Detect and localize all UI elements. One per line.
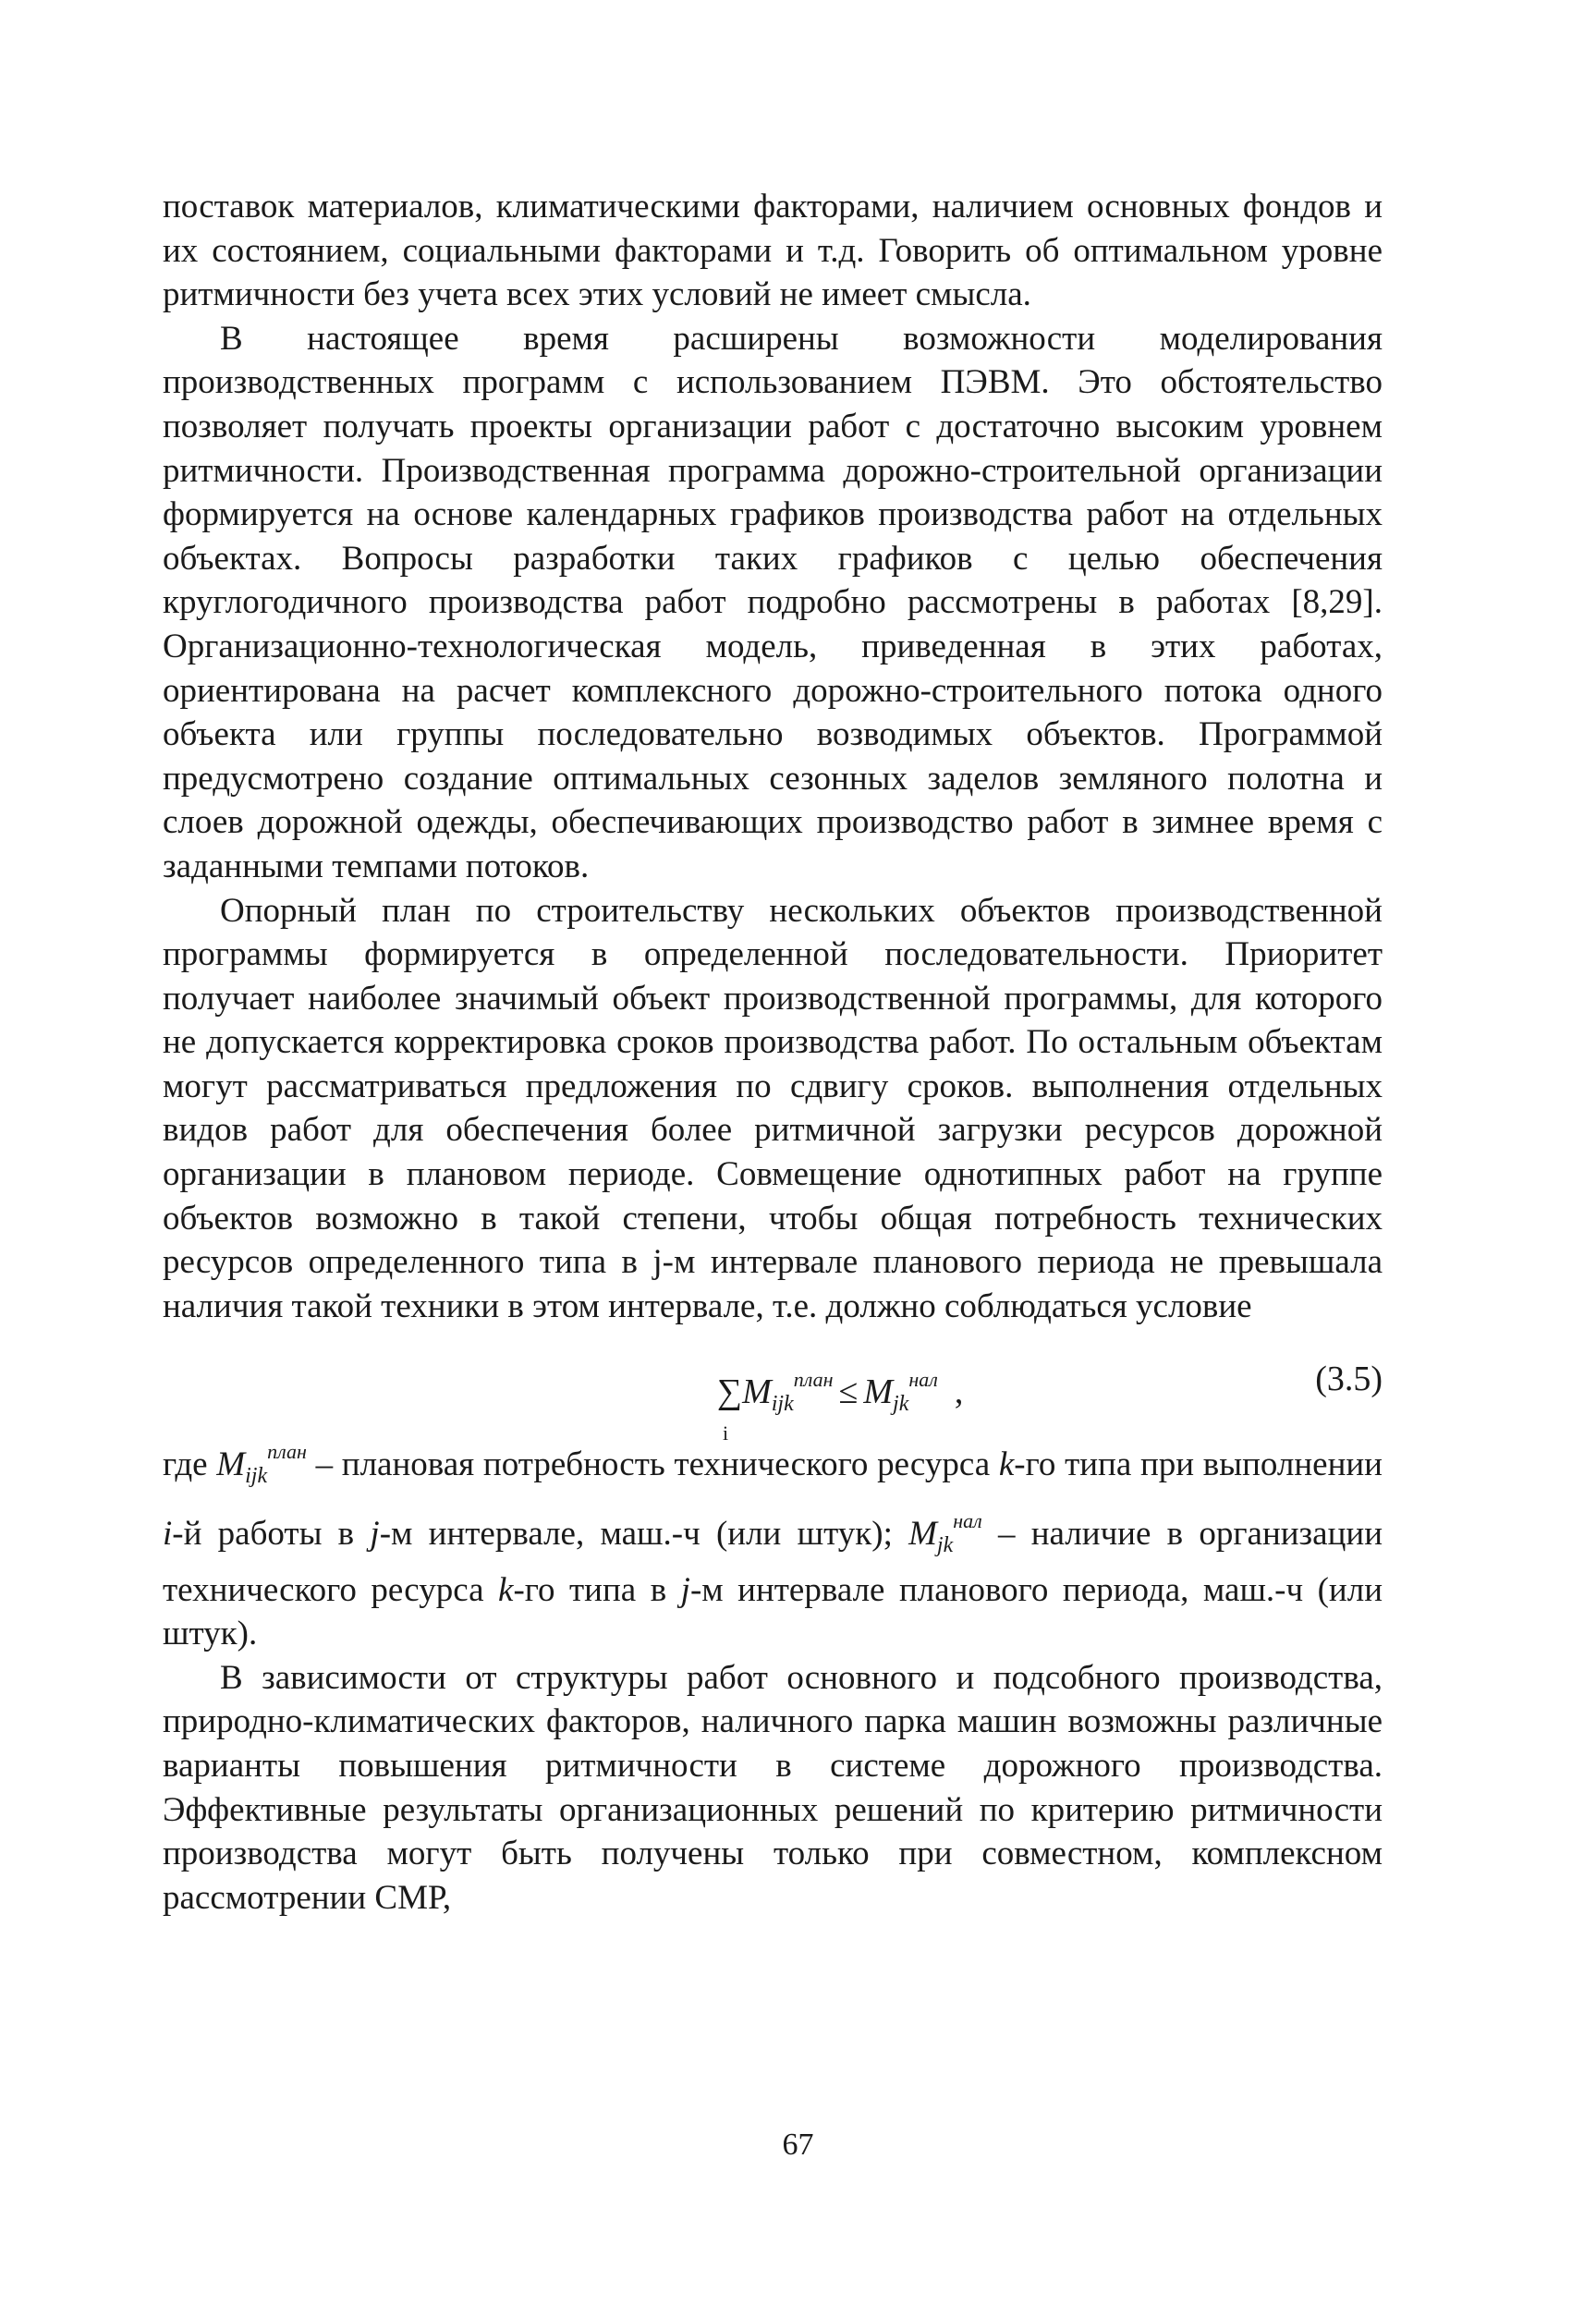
paragraph-2: В настоящее время расширены возможности моделирования производственных программ с использованием ПЭВМ. Это обстоятельство позволяет получать проекты организации работ с достаточно высоким уровнем ритмичности. Производственная программа дорожно-строительной организации формируется на основе календарных графиков производства работ на отдельных объектах. Вопросы разработки таких графиков с целью обеспечения круглогодичного производства работ подробно рассмотрены в работах [8,29]. Организационно-технологическая модель, приведенная в этих работах, ориентирована на расчет комплексного дорожно-строительного потока одного объекта или группы последовательно возводимых объектов. Программой предусмотрено создание оптимальных сезонных заделов земляного полотна и слоев дорожной одежды, обеспечивающих производство работ в зимнее время с заданными темпами потоков. xyxy=(163,319,1383,885)
sum-symbol: ∑ i xyxy=(717,1372,742,1411)
page-number: 67 xyxy=(782,2128,814,2162)
sum-index: i xyxy=(723,1421,729,1445)
formula-number: (3.5) xyxy=(1315,1360,1383,1399)
paragraph-1: поставок материалов, климатическими факторами, наличием основных фондов и их состоянием, социальными факторами и т.д. Говорить об оптимальном уровне ритмичности без учета всех этих условий не имеет смысла. xyxy=(163,188,1383,314)
formula-rhs-sub: jk xyxy=(893,1392,909,1417)
formula-lhs-sub: ijk xyxy=(771,1392,794,1417)
var-m-jk: M xyxy=(908,1515,937,1554)
paragraph-4: где $M_{ijk}^{план}$ – плановая потребность технического ресурса k-го типа при выполнении i-й работы в j-м интервале, маш.-ч (или штук); $M_{jk}^{нал}$ – наличие в организации технического ресурса k-го типа в j-м интервале планового периода, маш.-ч (или штук). xyxy=(163,1440,1383,1653)
formula-row xyxy=(163,1337,1383,1445)
body-text xyxy=(163,185,1383,1920)
formula-lhs-sup: план xyxy=(793,1368,834,1392)
formula-lhs: M xyxy=(742,1372,772,1412)
formula-rhs: M xyxy=(863,1372,894,1412)
paragraph-5: В зависимости от структуры работ основного и подсобного производства, природно-климатических факторов, наличного парка машин возможны различные варианты повышения ритмичности в системе дорожного производства. Эффективные результаты организационных решений по критерию ритмичности производства могут быть получены только при совместном, комплексном рассмотрении СМР, xyxy=(163,1658,1383,1917)
formula-3-5 xyxy=(717,1358,964,1445)
paragraph-3: Опорный план по строительству нескольких объектов производственной программы формируется в определенной последовательности. Приоритет получает наиболее значимый объект производственной программы, для которого не допускается корректировка сроков производства работ. По остальным объектам могут рассматриваться предложения по сдвигу сроков. выполнения отдельных видов работ для обеспечения более ритмичной загрузки ресурсов дорожной организации в плановом периоде. Совмещение однотипных работ на группе объектов возможно в такой степени, чтобы общая потребность технических ресурсов определенного типа в j-м интервале планового периода не превышала наличия такой техники в этом интервале, т.е. должно соблюдаться условие xyxy=(163,891,1383,1325)
formula-relation: ≤ xyxy=(838,1372,859,1412)
formula-comma: , xyxy=(954,1372,964,1412)
formula-rhs-sup: нал xyxy=(908,1368,938,1392)
var-m-ijk: M xyxy=(216,1445,246,1484)
